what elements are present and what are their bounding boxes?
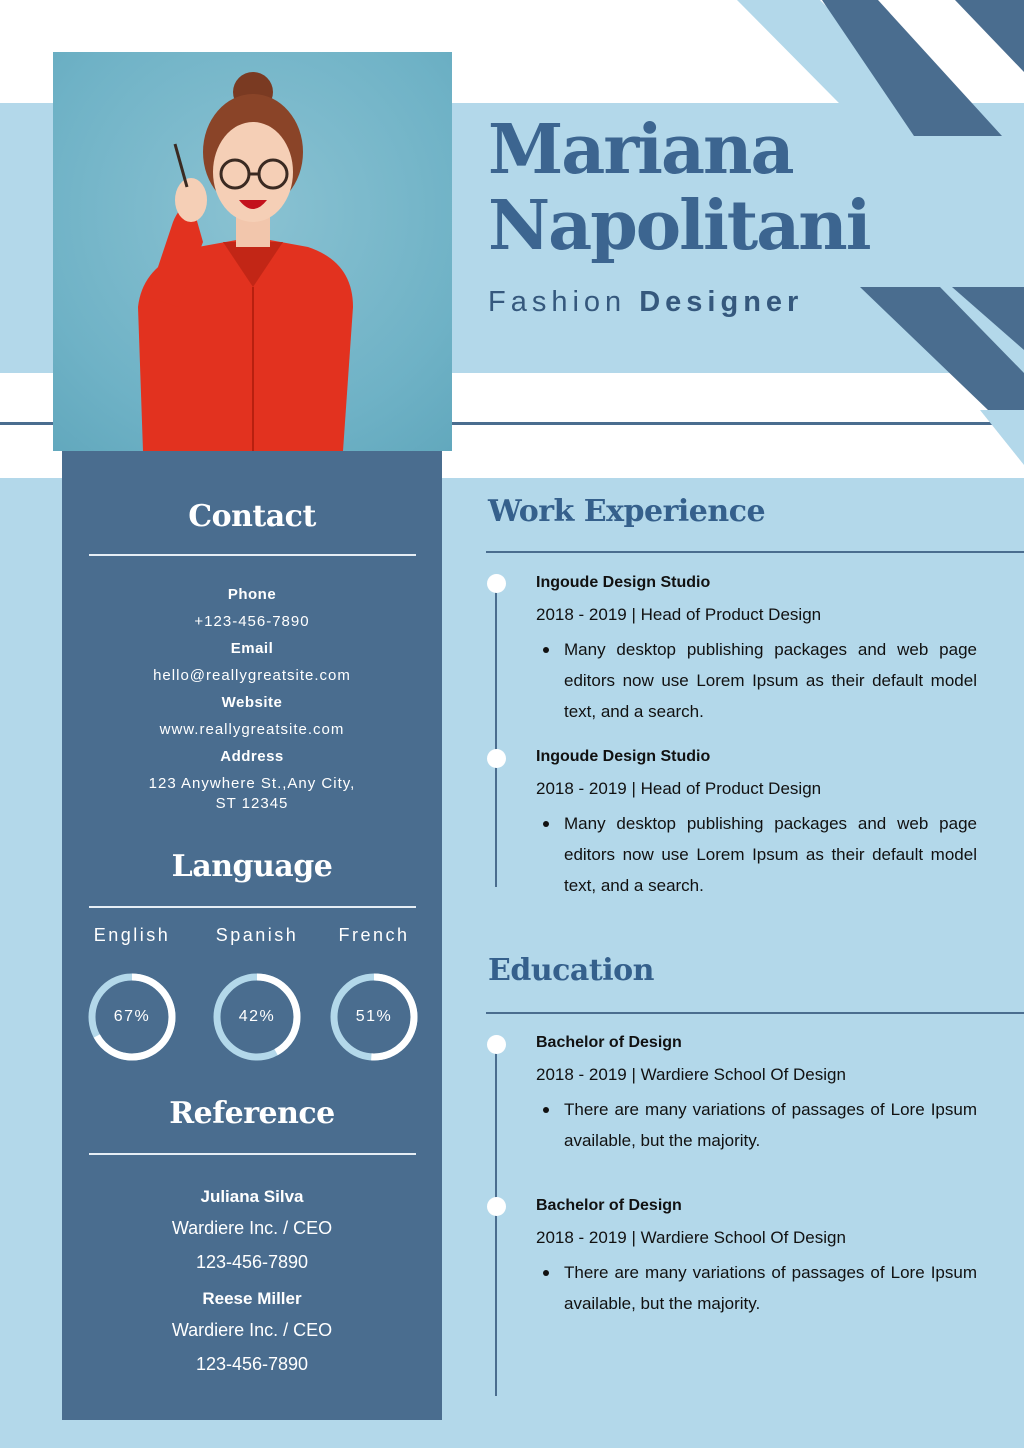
work-period-role: 2018 - 2019 | Head of Product Design [536, 605, 822, 624]
job-title-light: Fashion [488, 286, 627, 318]
education-timeline-line [495, 1044, 497, 1396]
contact-heading: Contact [188, 499, 316, 534]
reference-divider [89, 1153, 416, 1155]
reference-item [62, 1285, 442, 1381]
job-title [488, 286, 803, 319]
language-french-percent: 51% [355, 1008, 393, 1025]
language-french-label: French [338, 925, 410, 945]
reference-name: Reese Miller [202, 1289, 302, 1308]
address-label: Address [220, 748, 284, 765]
contact-divider [89, 554, 416, 556]
language-english-ring [87, 972, 177, 1062]
work-experience-divider [486, 551, 1024, 553]
reference-heading: Reference [169, 1096, 335, 1131]
reference-list [62, 1183, 442, 1381]
language-divider [89, 906, 416, 908]
reference-company: Wardiere Inc. / CEO [171, 1218, 333, 1238]
education-divider [486, 1012, 1024, 1014]
language-english-label: English [93, 925, 171, 945]
work-period-role: 2018 - 2019 | Head of Product Design [536, 779, 822, 798]
language-spanish-ring [212, 972, 302, 1062]
work-description: Many desktop publishing packages and web page editors now use Lorem Ipsum as their default model text, and a search. [536, 634, 977, 727]
timeline-dot [487, 1035, 506, 1054]
reference-phone: 123-456-7890 [195, 1252, 309, 1272]
timeline-dot [487, 749, 506, 768]
phone-value: +123-456-7890 [194, 613, 310, 630]
address-line2: ST 12345 [215, 795, 289, 812]
education-entry [536, 1195, 977, 1319]
email-value: hello@reallygreatsite.com [153, 667, 351, 684]
reference-item [62, 1183, 442, 1279]
education-period-school: 2018 - 2019 | Wardiere School Of Design [536, 1065, 846, 1084]
work-company: Ingoude Design Studio [536, 574, 711, 591]
work-description: Many desktop publishing packages and web page editors now use Lorem Ipsum as their default model text, and a search. [536, 808, 977, 901]
work-entry [536, 572, 977, 727]
reference-phone: 123-456-7890 [195, 1354, 309, 1374]
last-name: Napolitani [488, 186, 870, 266]
education-degree: Bachelor of Design [536, 1197, 682, 1214]
education-description: There are many variations of passages of Lore Ipsum available, but the majority. [536, 1257, 977, 1319]
education-period-school: 2018 - 2019 | Wardiere School Of Design [536, 1228, 846, 1247]
reference-company: Wardiere Inc. / CEO [171, 1320, 333, 1340]
work-company: Ingoude Design Studio [536, 748, 711, 765]
education-entry [536, 1032, 977, 1156]
sidebar [62, 451, 442, 1420]
language-heading: Language [171, 849, 333, 884]
candidate-name [488, 112, 870, 264]
education-description: There are many variations of passages of Lore Ipsum available, but the majority. [536, 1094, 977, 1156]
address-line1: 123 Anywhere St.,Any City, [148, 775, 356, 792]
language-french-ring [329, 972, 419, 1062]
language-spanish-label: Spanish [215, 925, 299, 945]
phone-label: Phone [227, 586, 277, 603]
website-value: www.reallygreatsite.com [159, 721, 345, 738]
language-spanish-percent: 42% [238, 1008, 276, 1025]
work-experience-heading: Work Experience [488, 494, 766, 529]
work-timeline-line [495, 582, 497, 887]
first-name: Mariana [488, 110, 793, 190]
education-degree: Bachelor of Design [536, 1034, 682, 1051]
reference-name: Juliana Silva [200, 1187, 304, 1206]
contact-details [62, 581, 442, 814]
job-title-bold: Designer [639, 286, 804, 318]
education-heading: Education [488, 953, 654, 988]
email-label: Email [230, 640, 274, 657]
work-entry [536, 746, 977, 901]
profile-photo [53, 52, 452, 451]
website-label: Website [221, 694, 283, 711]
timeline-dot [487, 574, 506, 593]
timeline-dot [487, 1197, 506, 1216]
language-english-percent: 67% [113, 1008, 151, 1025]
